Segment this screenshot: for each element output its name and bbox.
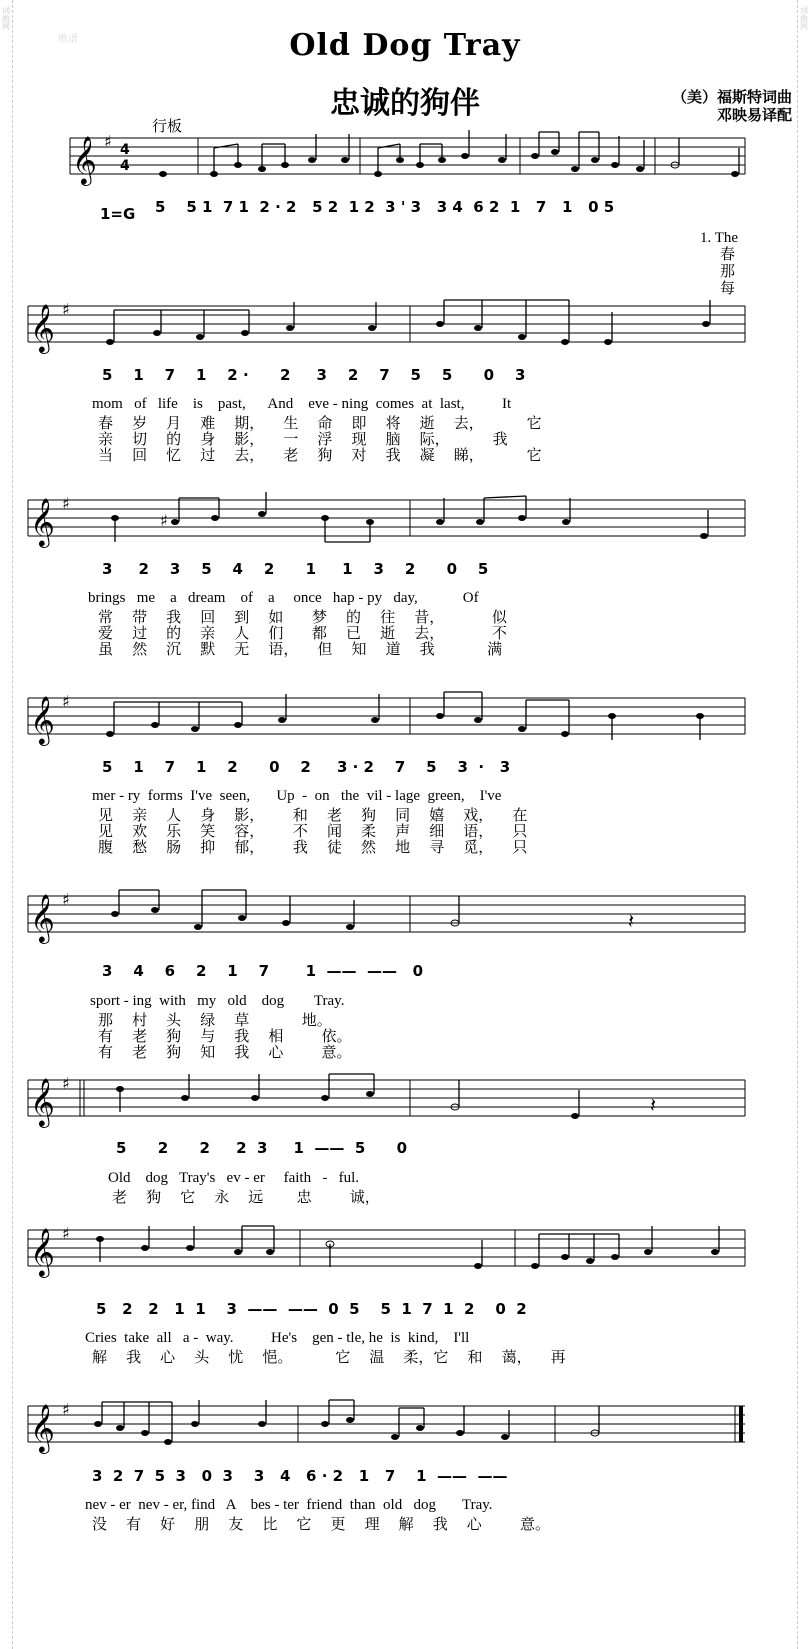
key-signature-text: 1=G	[100, 205, 136, 223]
svg-text:♯: ♯	[62, 890, 70, 909]
credits	[672, 88, 792, 124]
verse-mark-4: 每	[720, 279, 736, 297]
svg-text:♯: ♯	[104, 132, 112, 151]
lyrics-row-2-english: mom of life is past, And eve - ning comes at last, It	[92, 396, 512, 412]
jianpu-row-1: 5 5 1 7 1 2 · 2 5 2 1 2 3 ' 3 3 4 6 2 1 7 1 0 5	[155, 198, 615, 216]
lyrics-row-5-v2: 有 老 狗 与 我 相 依。	[98, 1027, 352, 1045]
svg-text:♯: ♯	[62, 1074, 70, 1093]
faint-watermark: 歌谱	[58, 34, 78, 45]
lyrics-row-3-english: brings me a dream of a once hap - py day, Of	[88, 590, 479, 606]
svg-text:𝄞: 𝄞	[30, 695, 55, 744]
svg-text:♯: ♯	[62, 1224, 70, 1243]
lyrics-row-3-v3: 虽 然 沉 默 无 语， 但 知 道 我 满	[98, 640, 503, 658]
jianpu-row-3: 3 2 3 5 4 2 1 1 3 2 0 5	[102, 560, 489, 578]
lyrics-row-2-v1: 春 岁 月 难 期， 生 命 即 将 逝 去， 它	[98, 414, 542, 432]
lyrics-row-5-v3: 有 老 狗 知 我 心 意。	[98, 1043, 352, 1061]
staff-row-8	[0, 1398, 810, 1458]
staff-row-1	[0, 130, 810, 190]
verse-number: 1. The	[700, 230, 739, 246]
lyrics-row-4-v2: 见 欢 乐 笑 容， 不 闻 柔 声 细 语， 只	[98, 822, 528, 840]
svg-text:𝄞: 𝄞	[30, 1403, 55, 1452]
lyrics-row-4-english: mer - ry forms I've seen, Up - on the vil - lage green, I've	[92, 788, 502, 804]
score-subtitle: 忠诚的狗伴	[330, 86, 480, 121]
jianpu-row-4: 5 1 7 1 2 0 2 3 · 2 7 5 3 · 3	[102, 758, 511, 776]
jianpu-row-5: 3 4 6 2 1 7 1 —— —— 0	[102, 962, 424, 980]
lyrics-row-7-v1: 解 我 心 头 忧 悒。 它 温 柔，它 和 蔼， 再	[92, 1348, 566, 1366]
lyrics-row-5-english: sport - ing with my old dog Tray.	[90, 993, 345, 1009]
jianpu-row-6: 5 2 2 2 3 1 —— 5 0	[116, 1139, 408, 1157]
svg-text:𝄞: 𝄞	[30, 497, 55, 546]
staff-row-7	[0, 1222, 810, 1282]
lyrics-row-2-v3: 当 回 忆 过 去， 老 狗 对 我 凝 睇， 它	[98, 446, 542, 464]
svg-text:𝄞: 𝄞	[30, 1077, 55, 1126]
lyrics-row-8-english: nev - er nev - er, find A bes - ter friend than old dog Tray.	[85, 1497, 493, 1513]
staff-row-2	[0, 298, 810, 358]
lyrics-row-6-english: Old dog Tray's ev - er faith - ful.	[108, 1170, 360, 1186]
lyrics-row-3-v2: 爱 过 的 亲 人 们 都 已 逝 去， 不	[98, 624, 507, 642]
watermark-text-left: 词曲网	[1, 6, 11, 30]
lyrics-row-5-v1: 那 村 头 绿 草 地。	[98, 1011, 332, 1029]
svg-text:4: 4	[120, 158, 130, 174]
jianpu-row-7: 5 2 2 1 1 3 —— —— 0 5 5 1 7 1 2 0 2	[96, 1300, 527, 1318]
composer-credit: （美）福斯特词曲	[671, 88, 792, 106]
verse-mark-2: 春	[720, 245, 736, 263]
jianpu-row-2: 5 1 7 1 2 · 2 3 2 7 5 5 0 3	[102, 366, 526, 384]
lyrics-row-8-v1: 没 有 好 朋 友 比 它 更 理 解 我 心 意。	[92, 1515, 550, 1533]
svg-text:♯: ♯	[62, 494, 70, 513]
svg-text:𝄞: 𝄞	[72, 135, 97, 184]
svg-text:♯: ♯	[62, 692, 70, 711]
staff-row-6	[0, 1072, 810, 1132]
lyrics-row-3-v1: 常 带 我 回 到 如 梦 的 往 昔， 似	[98, 608, 507, 626]
staff-row-3	[0, 492, 810, 552]
svg-text:♯: ♯	[160, 511, 168, 530]
jianpu-row-8: 3 2 7 5 3 0 3 3 4 6 · 2 1 7 1 —— ——	[92, 1467, 508, 1485]
svg-text:𝄞: 𝄞	[30, 893, 55, 942]
lyrics-row-4-v1: 见 亲 人 身 影， 和 老 狗 同 嬉 戏， 在	[98, 806, 528, 824]
svg-text:𝄞: 𝄞	[30, 303, 55, 352]
staff-row-5	[0, 888, 810, 948]
translator-credit: 邓映易译配	[716, 106, 792, 124]
svg-text:♯: ♯	[62, 300, 70, 319]
lyrics-row-4-v3: 腹 愁 肠 抑 郁， 我 徒 然 地 寻 觅， 只	[98, 838, 528, 856]
score-title: Old Dog Tray	[289, 28, 521, 63]
verse-mark-3: 那	[720, 262, 736, 280]
svg-text:𝄞: 𝄞	[30, 1227, 55, 1276]
watermark-text-right: 词曲网	[799, 6, 809, 30]
svg-text:𝄽: 𝄽	[650, 1093, 657, 1117]
lyrics-row-2-v2: 亲 切 的 身 影， 一 浮 现 脑 际， 我	[98, 430, 508, 448]
staff-row-4	[0, 690, 810, 750]
lyrics-row-7-english: Cries take all a - way. He's gen - tle, he is kind, I'll	[85, 1330, 470, 1346]
svg-text:𝄽: 𝄽	[628, 909, 635, 933]
lyrics-row-6-v1: 老 狗 它 永 远 忠 诚，	[112, 1188, 380, 1206]
svg-text:♯: ♯	[62, 1400, 70, 1419]
svg-text:4: 4	[120, 142, 130, 158]
tempo-marking: 行板	[152, 117, 183, 135]
